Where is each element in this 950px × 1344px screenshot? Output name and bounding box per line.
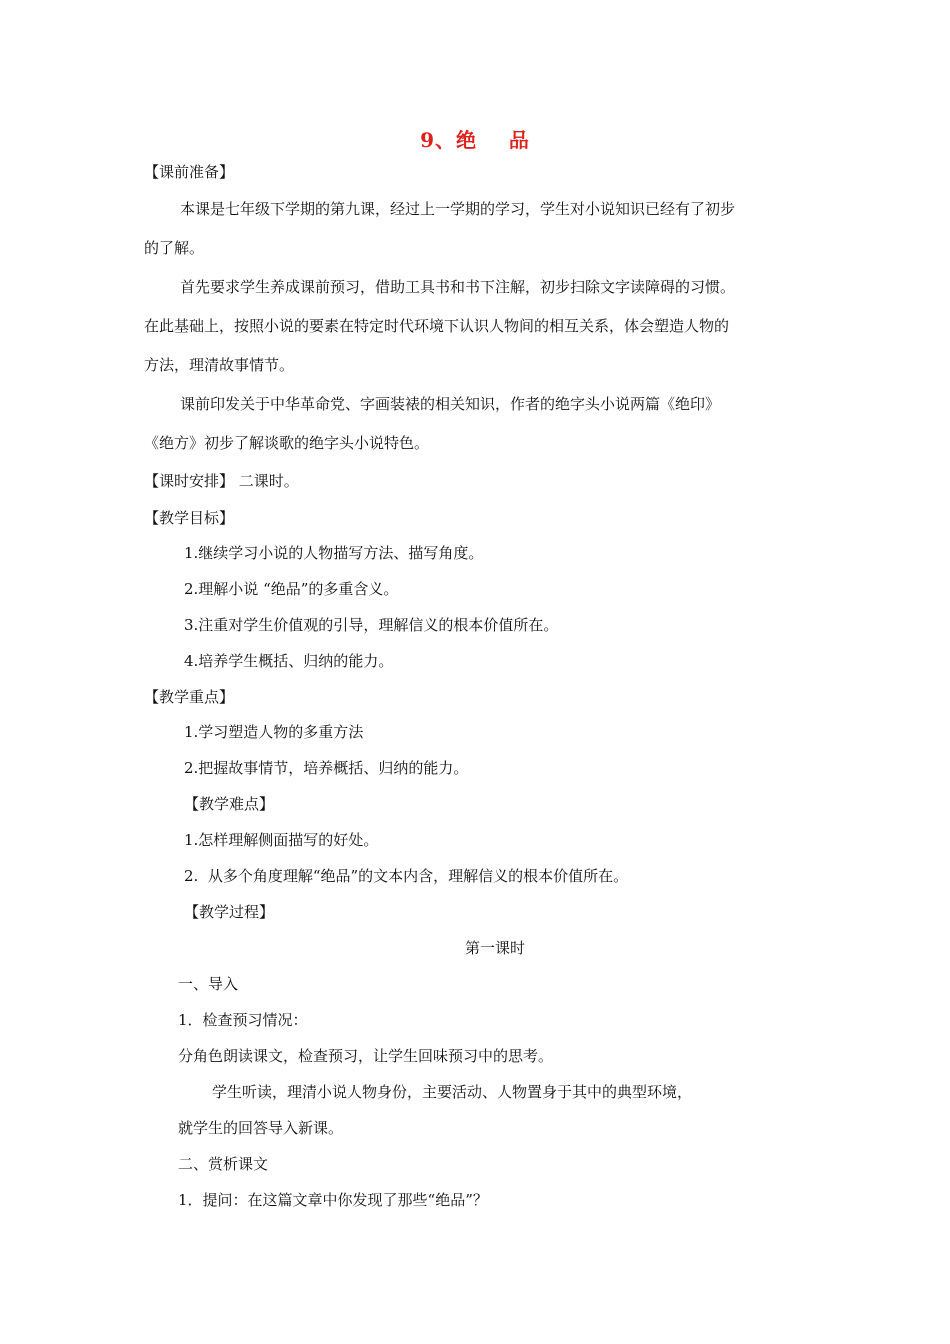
prep-paragraph-3-line-1: 课前印发关于中华革命党、字画装裱的相关知识，作者的绝字头小说两篇《绝印》	[180, 395, 721, 413]
process-heading: 【教学过程】	[184, 903, 275, 921]
appreciate-heading: 二、赏析课文	[178, 1155, 269, 1173]
key-point-item: 2.把握故事情节，培养概括、归纳的能力。	[184, 759, 469, 777]
prep-paragraph-1-line-2: 的了解。	[144, 239, 205, 257]
lesson-one-label: 第一课时	[464, 939, 525, 957]
schedule-line: 【课时安排】 二课时。	[144, 472, 299, 490]
difficult-point-item: 1.怎样理解侧面描写的好处。	[184, 831, 379, 849]
goal-item: 4.培养学生概括、归纳的能力。	[184, 652, 394, 670]
prep-paragraph-2-line-2: 在此基础上，按照小说的要素在特定时代环境下认识人物间的相互关系，体会塑造人物的	[144, 317, 730, 335]
prep-paragraph-2-line-1: 首先要求学生养成课前预习，借助工具书和书下注解，初步扫除文字读障碍的习惯。	[180, 278, 736, 296]
intro-paragraph-2-line-1: 学生听读，理清小说人物身份，主要活动、人物置身于其中的典型环境，	[212, 1083, 693, 1101]
prep-heading: 【课前准备】	[144, 163, 235, 181]
prep-paragraph-2-line-3: 方法，理清故事情节。	[144, 356, 295, 374]
intro-paragraph-2-line-2: 就学生的回答导入新课。	[178, 1119, 344, 1137]
key-points-heading: 【教学重点】	[144, 688, 235, 706]
goals-heading: 【教学目标】	[144, 509, 235, 527]
difficult-point-item: 2. 从多个角度理解“绝品”的文本内含，理解信义的根本价值所在。	[184, 867, 629, 885]
key-point-item: 1.学习塑造人物的多重方法	[184, 723, 364, 741]
page-title: 9、绝 品	[420, 128, 530, 152]
goal-item: 2.理解小说 “绝品”的多重含义。	[184, 580, 399, 598]
difficult-points-heading: 【教学难点】	[184, 795, 275, 813]
prep-paragraph-1-line-1: 本课是七年级下学期的第九课，经过上一学期的学习，学生对小说知识已经有了初步	[180, 200, 736, 218]
intro-heading: 一、导入	[178, 975, 239, 993]
appreciate-item-1: 1．提问：在这篇文章中你发现了那些“绝品”？	[178, 1191, 488, 1209]
prep-paragraph-3-line-2: 《绝方》初步了解谈歌的绝字头小说特色。	[144, 434, 430, 452]
intro-paragraph-1: 分角色朗读课文，检查预习，让学生回味预习中的思考。	[178, 1047, 554, 1065]
intro-item-1: 1．检查预习情况：	[178, 1011, 308, 1029]
goal-item: 1.继续学习小说的人物描写方法、描写角度。	[184, 544, 484, 562]
goal-item: 3.注重对学生价值观的引导，理解信义的根本价值所在。	[184, 616, 559, 634]
